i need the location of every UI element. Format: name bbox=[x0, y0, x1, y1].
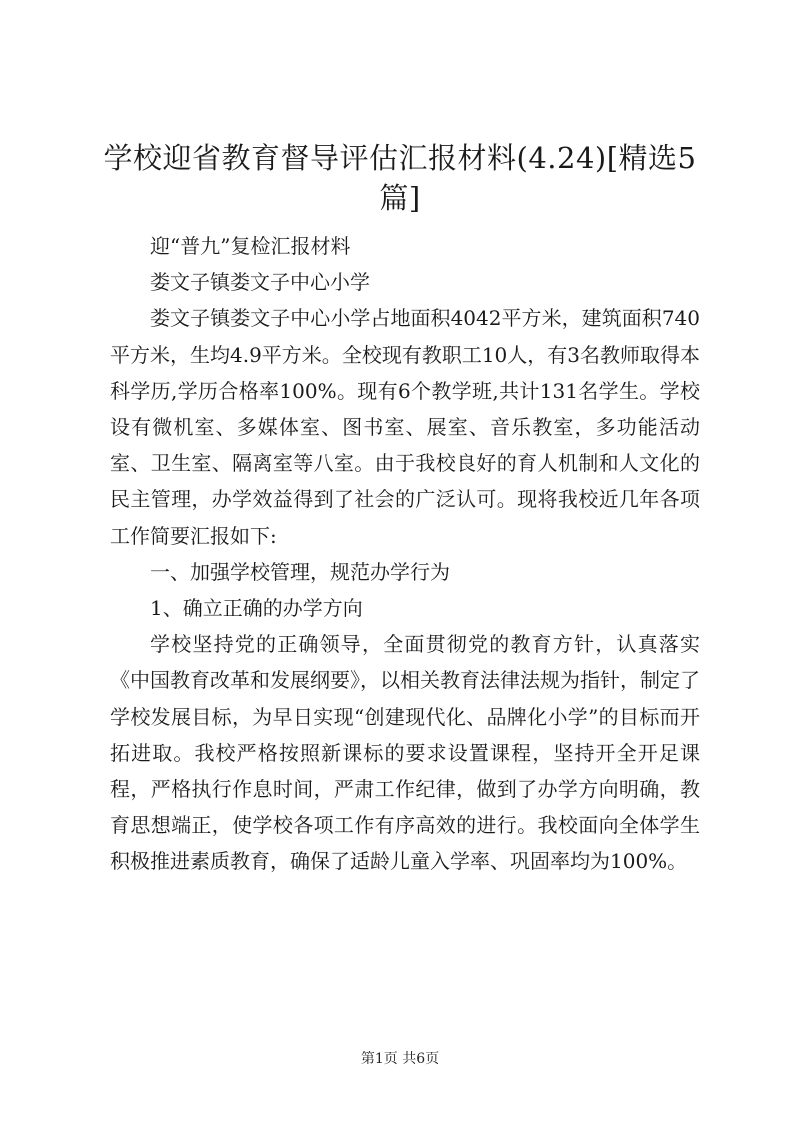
school-overview-paragraph: 娄文子镇娄文子中心小学占地面积4042平方米，建筑面积740平方米，生均4.9平方米。全校现有教职工10人，有3名教师取得本科学历,学历合格率100%。现有6个教学班,共计131名学生。学校设有微机室、多媒体室、图书室、展室、音乐教室，多功能活动室、卫生室、隔离室等八室。由于我校良好的育人机制和人文化的民主管理，办学效益得到了社会的广泛认可。现将我校近几年各项工作简要汇报如下: bbox=[110, 306, 700, 548]
subsection-heading-1: 1、确立正确的办学方向 bbox=[150, 596, 363, 621]
school-name: 娄文子镇娄文子中心小学 bbox=[150, 270, 370, 295]
document-body bbox=[110, 228, 700, 880]
document-title: 学校迎省教育督导评估汇报材料(4.24)[精选5篇] bbox=[103, 141, 697, 215]
report-subtitle: 迎“普九”复检汇报材料 bbox=[150, 234, 351, 258]
section-heading-1: 一、加强学校管理，规范办学行为 bbox=[150, 559, 450, 584]
page-footer: 第1页 共6页 bbox=[360, 1051, 440, 1067]
school-direction-paragraph: 学校坚持党的正确领导，全面贯彻党的教育方针，认真落实《中国教育改革和发展纲要》，以相关教育法律法规为指针，制定了学校发展目标，为早日实现“创建现代化、品牌化小学”的目标而开拓进取。我校严格按照新课标的要求设置课程，坚持开全开足课程，严格执行作息时间，严肃工作纪律，做到了办学方向明确，教育思想端正，使学校各项工作有序高效的进行。我校面向全体学生积极推进素质教育，确保了适龄儿童入学率、巩固率均为100%。 bbox=[110, 632, 700, 874]
